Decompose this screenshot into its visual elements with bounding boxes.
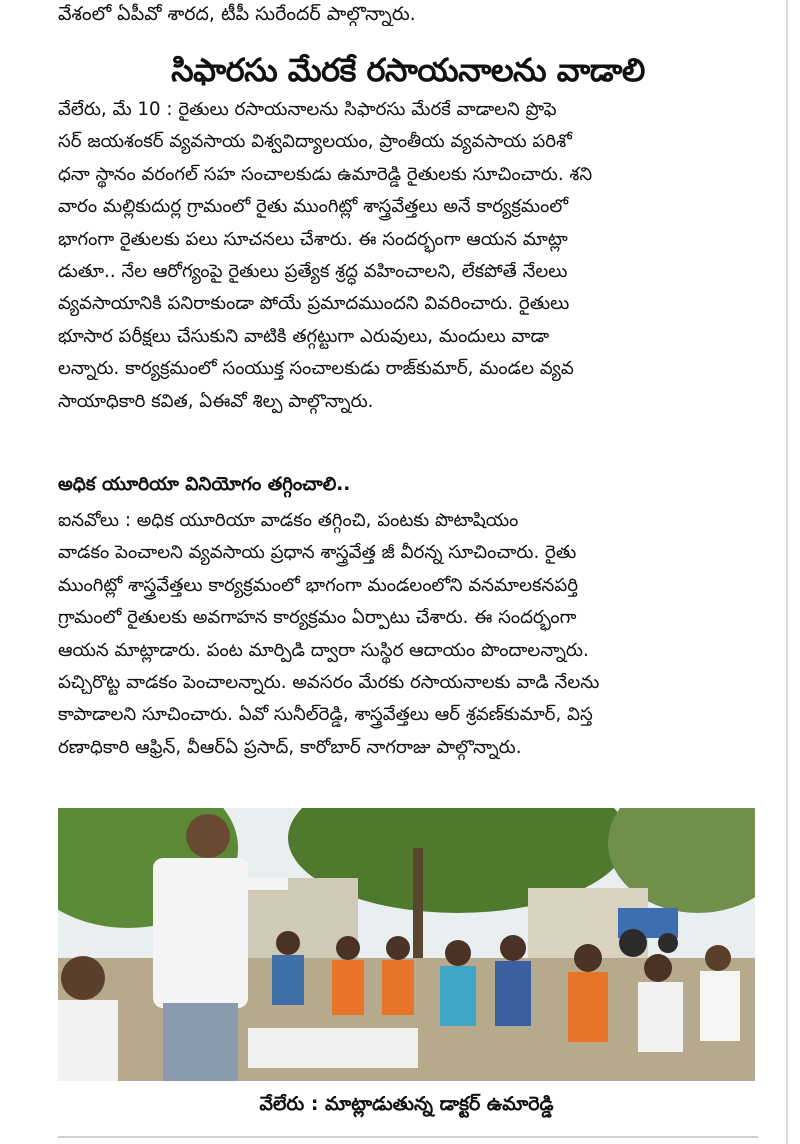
previous-article-tail: వేశంలో ఏపీవో శారద, టీపీ సురేందర్ పాల్గొన్నారు.: [58, 3, 416, 25]
bottom-divider: [58, 1136, 758, 1138]
paragraph-line: భాగంగా రైతులకు పలు సూచనలు చేశారు. ఈ సందర్భంగా ఆయన మాట్లా: [58, 228, 568, 250]
paragraph-line: వేలేరు, మే 10 : రైతులు రసాయనాలను సిఫారసు మేరకే వాడాలని ప్రొఫె: [58, 99, 557, 120]
paragraph-line: లన్నారు. కార్యక్రమంలో సంయుక్త సంచాలకుడు రాజ్‌కుమార్, మండల వ్యవ: [58, 358, 574, 380]
article-headline: సిఫారసు మేరకే రసాయనాలను వాడాలి: [171, 51, 645, 89]
paragraph-line: వ్యవసాయానికి పనిరాకుండా పోయే ప్రమాదముందని వివరించారు. రైతులు: [58, 293, 570, 315]
paragraph-line: ఐనవోలు : అధిక యూరియా వాడకం తగ్గించి, పంటకు పొటాషియం: [58, 510, 519, 531]
paragraph-line: ధనా స్థానం వరంగల్ సహ సంచాలకుడు ఉమారెడ్డి రైతులకు సూచించారు. శని: [58, 163, 593, 185]
column-edge-divider: [786, 0, 788, 1144]
meeting-photo-illustration: [58, 808, 755, 1081]
paragraph-line: సాయాధికారి కవిత, ఏఈవో శిల్ప పాల్గొన్నారు.: [58, 390, 374, 412]
paragraph-line: వారం మల్లికుదుర్ల గ్రామంలో రైతు ముంగిట్లో శాస్త్రవేత్తలు అనే కార్యక్రమంలో: [58, 196, 569, 218]
article-subheading: అధిక యూరియా వినియోగం తగ్గించాలి..: [58, 474, 351, 495]
photo-caption: వేలేరు : మాట్లాడుతున్న డాక్టర్ ఉమారెడ్డి: [259, 1093, 554, 1115]
paragraph-line: కాపాడాలని సూచించారు. ఏవో సునీల్‌రెడ్డి, శాస్త్రవేత్తలు ఆర్ శ్రవణ్‌కుమార్, విస్త: [58, 704, 593, 726]
paragraph-line: పచ్చిరొట్ట వాడకం పెంచాలన్నారు. అవసరం మేరకు రసాయనాలకు వాడి నేలను: [58, 671, 600, 693]
paragraph-line: రణాధికారి ఆఫ్రిన్, వీఆర్ఏ ప్రసాద్, కారోబార్ నాగరాజు పాల్గొన్నారు.: [58, 736, 522, 758]
paragraph-line: ఆయన మాట్లాడారు. పంట మార్పిడి ద్వారా సుస్థిర ఆదాయం పొందాలన్నారు.: [58, 639, 589, 661]
paragraph-veleru: [58, 94, 760, 418]
paragraph-line: ముంగిట్లో శాస్త్రవేత్తలు కార్యక్రమంలో భాగంగా మండలంలోని వనమాలకనపర్తి: [58, 574, 579, 596]
paragraph-line: వాడకం పెంచాలని వ్యవసాయ ప్రధాన శాస్త్రవేత్త జీ వీరన్న సూచించారు. రైతు: [58, 542, 577, 564]
paragraph-line: భూసార పరీక్షలు చేసుకుని వాటికి తగ్గట్టుగా ఎరువులు, మందులు వాడా: [58, 325, 550, 347]
paragraph-inavolu: [58, 505, 760, 764]
paragraph-line: గ్రామంలో రైతులకు అవగాహన కార్యక్రమం ఏర్పాటు చేశారు. ఈ సందర్భంగా: [58, 607, 577, 629]
paragraph-line: సర్ జయశంకర్ వ్యవసాయ విశ్వవిద్యాలయం, ప్రాంతీయ వ్యవసాయ పరిశో: [58, 131, 572, 153]
paragraph-line: డుతూ.. నేల ఆరోగ్యంపై రైతులు ప్రత్యేక శ్రద్ధ వహించాలని, లేకపోతే నేలలు: [58, 260, 568, 282]
news-photo: [58, 808, 755, 1081]
